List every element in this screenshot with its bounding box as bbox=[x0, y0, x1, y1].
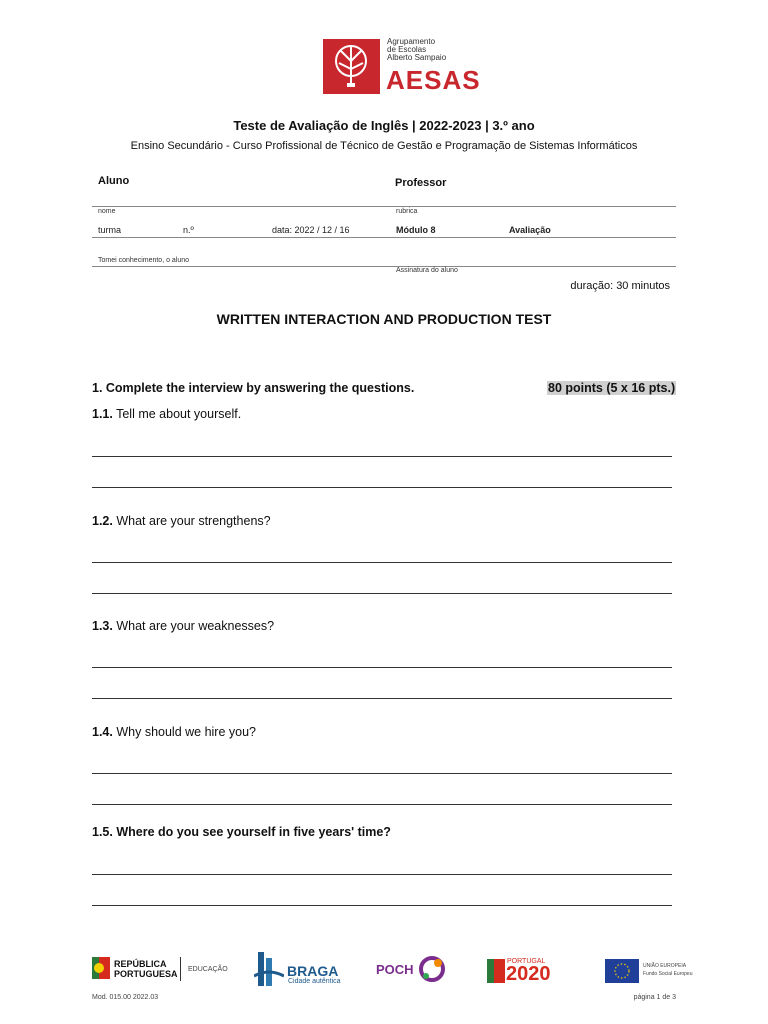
header-line-1 bbox=[92, 206, 676, 207]
answer-line[interactable] bbox=[92, 593, 672, 594]
course-subtitle: Ensino Secundário - Curso Profissional de Técnico de Gestão e Programação de Sistemas Informáticos bbox=[130, 140, 638, 152]
republica-line1: REPÚBLICA bbox=[114, 959, 167, 969]
educacao-label: EDUCAÇÃO bbox=[188, 966, 228, 973]
question-number: 1.1. bbox=[92, 407, 113, 421]
eu-line2: Fundo Social Europeu bbox=[643, 971, 693, 977]
school-name bbox=[387, 38, 446, 62]
footer-divider bbox=[180, 957, 181, 981]
turma-label: turma bbox=[98, 225, 122, 235]
braga-text: BRAGA bbox=[287, 963, 339, 979]
question-1-2 bbox=[92, 514, 271, 528]
school-name-line3: Alberto Sampaio bbox=[387, 53, 447, 62]
poch-logo-icon bbox=[418, 955, 446, 988]
question-1-instruction: 1. Complete the interview by answering the questions. bbox=[92, 381, 415, 395]
question-number: 1.4. bbox=[92, 725, 113, 739]
rubrica-label: rubrica bbox=[396, 208, 418, 215]
points-badge: 80 points (5 x 16 pts.) bbox=[548, 381, 676, 395]
portugal-label: PORTUGAL bbox=[507, 958, 546, 965]
question-number: 1.5. bbox=[92, 825, 113, 839]
header-line-2 bbox=[92, 237, 676, 238]
duration-text: duração: 30 minutos bbox=[570, 280, 670, 292]
aluno-label: Aluno bbox=[98, 175, 130, 187]
header-line-3 bbox=[92, 266, 676, 267]
nome-label: nome bbox=[98, 208, 116, 215]
answer-line[interactable] bbox=[92, 456, 672, 457]
question-1-5 bbox=[92, 825, 391, 839]
answer-line[interactable] bbox=[92, 698, 672, 699]
answer-line[interactable] bbox=[92, 804, 672, 805]
braga-logo-icon bbox=[254, 950, 284, 993]
eu-text bbox=[643, 962, 692, 978]
braga-subtext: Cidade autêntica bbox=[288, 978, 341, 985]
avaliacao-label: Avaliação bbox=[509, 225, 551, 235]
question-text: Tell me about yourself. bbox=[116, 407, 242, 421]
portugal2020-icon bbox=[487, 959, 505, 988]
question-text: What are your weaknesses? bbox=[116, 619, 275, 633]
tomei-label: Tomei conhecimento, o aluno bbox=[98, 257, 190, 264]
question-text: Why should we hire you? bbox=[116, 725, 256, 739]
answer-line[interactable] bbox=[92, 905, 672, 906]
year-2020: 2020 bbox=[506, 963, 551, 985]
school-brand: AESAS bbox=[386, 65, 481, 95]
mod-code: Mod. 015.00 2022.03 bbox=[92, 994, 159, 1001]
poch-logo: POCH bbox=[376, 962, 414, 977]
modulo-label: Módulo 8 bbox=[396, 225, 436, 235]
date-label: data: 2022 / 12 / 16 bbox=[272, 225, 350, 235]
numero-label: n.º bbox=[183, 225, 194, 235]
school-name-line1: Agrupamento bbox=[387, 37, 436, 46]
question-1-4 bbox=[92, 725, 256, 739]
question-number: 1.3. bbox=[92, 619, 113, 633]
section-title: WRITTEN INTERACTION AND PRODUCTION TEST bbox=[216, 311, 552, 327]
question-number: 1.2. bbox=[92, 514, 113, 528]
test-title: Teste de Avaliação de Inglês | 2022-2023 | 3.º ano bbox=[233, 118, 535, 133]
question-text: What are your strengthens? bbox=[116, 514, 271, 528]
answer-line[interactable] bbox=[92, 562, 672, 563]
assinatura-label: Assinatura do aluno bbox=[396, 267, 458, 274]
eu-line1: UNIÃO EUROPEIA bbox=[643, 963, 687, 969]
answer-line[interactable] bbox=[92, 874, 672, 875]
page-number: página 1 de 3 bbox=[633, 994, 676, 1001]
eu-flag-icon bbox=[605, 959, 639, 983]
republica-logo-icon bbox=[92, 957, 110, 984]
republica-line2: PORTUGUESA bbox=[114, 969, 178, 979]
republica-text bbox=[114, 959, 178, 979]
answer-line[interactable] bbox=[92, 667, 672, 668]
answer-line[interactable] bbox=[92, 773, 672, 774]
professor-label: Professor bbox=[395, 177, 447, 189]
question-1-1 bbox=[92, 407, 241, 421]
school-name-line2: de Escolas bbox=[387, 45, 427, 54]
answer-line[interactable] bbox=[92, 487, 672, 488]
question-text: Where do you see yourself in five years' time? bbox=[116, 825, 391, 839]
school-logo-icon bbox=[323, 39, 380, 94]
question-1-3 bbox=[92, 619, 274, 633]
